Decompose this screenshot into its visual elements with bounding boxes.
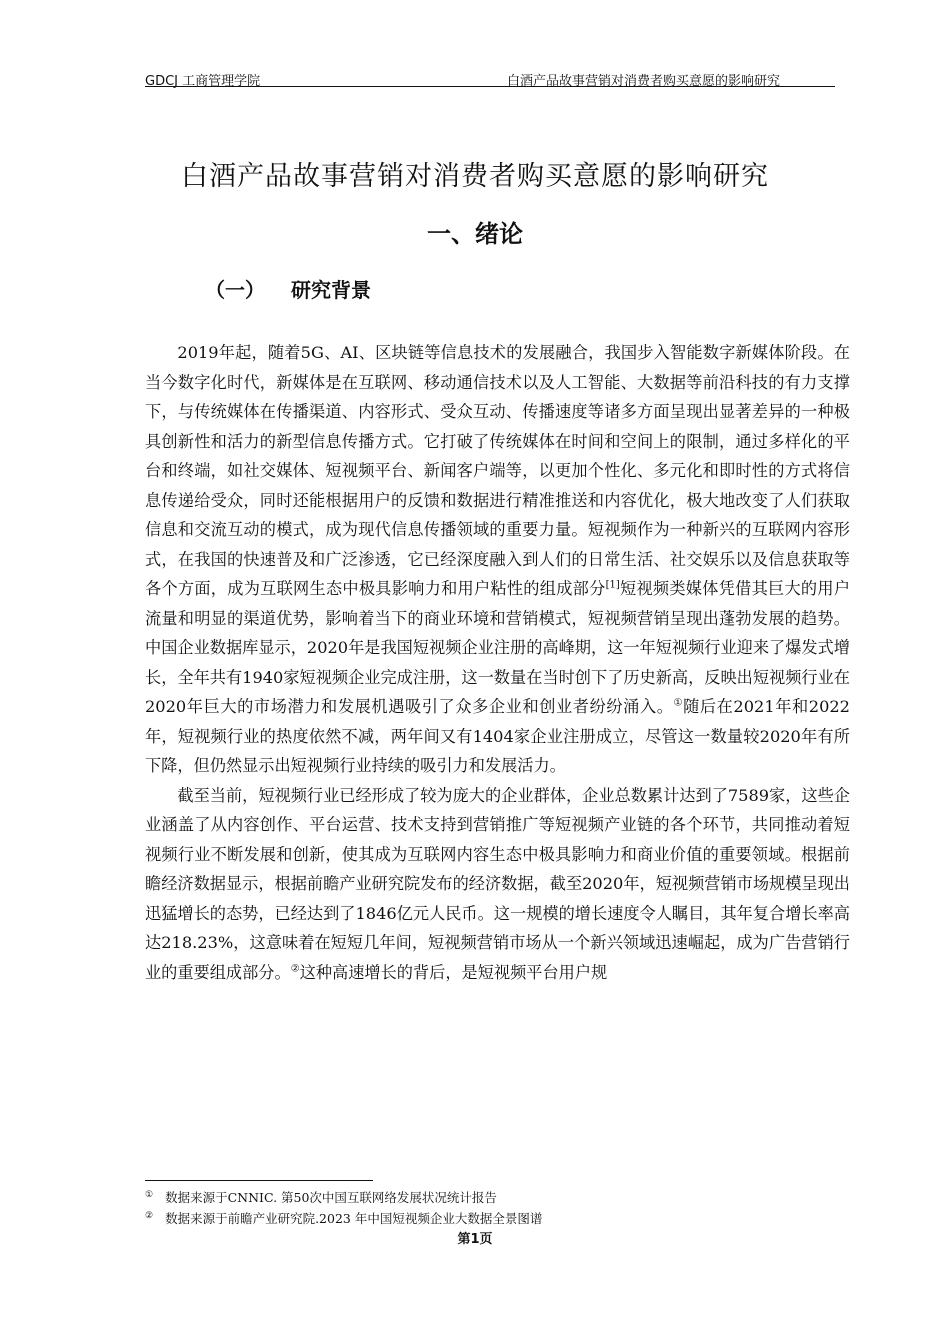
- paragraph-2-part-2: 这种高速增长的背后，是短视频平台用户规: [299, 962, 608, 982]
- page-number: 第1页: [457, 1232, 493, 1247]
- citation-1: [1]: [605, 579, 620, 591]
- footnote-2-mark: ②: [145, 1211, 154, 1222]
- chapter-heading: 一、绪论: [427, 220, 523, 248]
- section-title: 研究背景: [291, 278, 371, 302]
- paragraph-1-part-2: 短视频类媒体凭借其巨大的用户流量和明显的渠道优势，影响着当下的商业环境和营销模式，短视频营销呈现出蓬勃发展的趋势。中国企业数据库显示，2020年是我国短视频企业注册的高峰期，这一年短视频行业迎来了爆发式增长，全年共有1940家短视频企业完成注册，这一数量在当时创下了历史新高，反映出短视频行业在2020年巨大的市场潜力和发展机遇吸引了众多企业和创业者纷纷涌入。: [145, 579, 851, 716]
- footnote-1-text: 数据来源于CNNIC. 第50次中国互联网络发展状况统计报告: [165, 1190, 497, 1206]
- footnote-ref-2: ②: [290, 963, 300, 975]
- footnote-1: [145, 1186, 850, 1207]
- footnote-2-text: 数据来源于前瞻产业研究院.2023 年中国短视频企业大数据全景图谱: [165, 1211, 543, 1227]
- document-title: 白酒产品故事营销对消费者购买意愿的影响研究: [181, 161, 769, 192]
- footnotes: [145, 1186, 850, 1228]
- footnote-ref-1: ①: [673, 697, 684, 709]
- header-rule: [145, 86, 835, 87]
- body-text: [145, 338, 850, 987]
- footnote-1-mark: ①: [145, 1190, 154, 1200]
- footnote-rule: [145, 1180, 373, 1181]
- paragraph-1-part-1: 2019年起，随着5G、AI、区块链等信息技术的发展融合，我国步入智能数字新媒体阶段。在当今数字化时代，新媒体是在互联网、移动通信技术以及人工智能、大数据等前沿科技的有力支撑下，与传统媒体在传播渠道、内容形式、受众互动、传播速度等诸多方面呈现出显著差异的一种极具创新性和活力的新型信息传播方式。它打破了传统媒体在时间和空间上的限制，通过多样化的平台和终端，如社交媒体、短视频平台、新闻客户端等，以更加个性化、多元化和即时性的方式将信息传递给受众，同时还能根据用户的反馈和数据进行精准推送和内容优化，极大地改变了人们获取信息和交流互动的模式，成为现代信息传播领域的重要力量。短视频作为一种新兴的互联网内容形式，在我国的快速普及和广泛渗透，它已经深度融入到人们的日常生活、社交娱乐以及信息获取等各个方面，成为互联网生态中极具影响力和用户粘性的组成部分: [145, 343, 850, 598]
- paragraph-2-part-1: 截至当前，短视频行业已经形成了较为庞大的企业群体，企业总数累计达到了7589家，这些企业涵盖了从内容创作、平台运营、技术支持到营销推广等短视频产业链的各个环节，共同推动着短视频行业不断发展和创新，使其成为互联网内容生态中极具影响力和商业价值的重要领域。根据前瞻经济数据显示，根据前瞻产业研究院发布的经济数据，截至2020年，短视频营销市场规模呈现出迅猛增长的态势，已经达到了1846亿元人民币。这一规模的增长速度令人瞩目，其年复合增长率高达218.23%，这意味着在短短几年间，短视频营销市场从一个新兴领域迅速崛起，成为广告营销行业的重要组成部分。: [145, 785, 850, 982]
- paragraph-2: [145, 781, 850, 988]
- header-left: GDCJ 工商管理学院: [145, 74, 261, 89]
- footnote-2: [145, 1207, 850, 1228]
- section-heading: [205, 274, 371, 303]
- paragraph-1: [145, 338, 850, 781]
- paragraph-1-part-3: 随后在2021年和2022年，短视频行业的热度依然不减，两年间又有1404家企业注册成立，尽管这一数量较2020年有所下降，但仍然显示出短视频行业持续的吸引力和发展活力。: [145, 697, 850, 775]
- section-number: （一）: [205, 278, 265, 302]
- header-right: 白酒产品故事营销对消费者购买意愿的影响研究: [506, 74, 780, 89]
